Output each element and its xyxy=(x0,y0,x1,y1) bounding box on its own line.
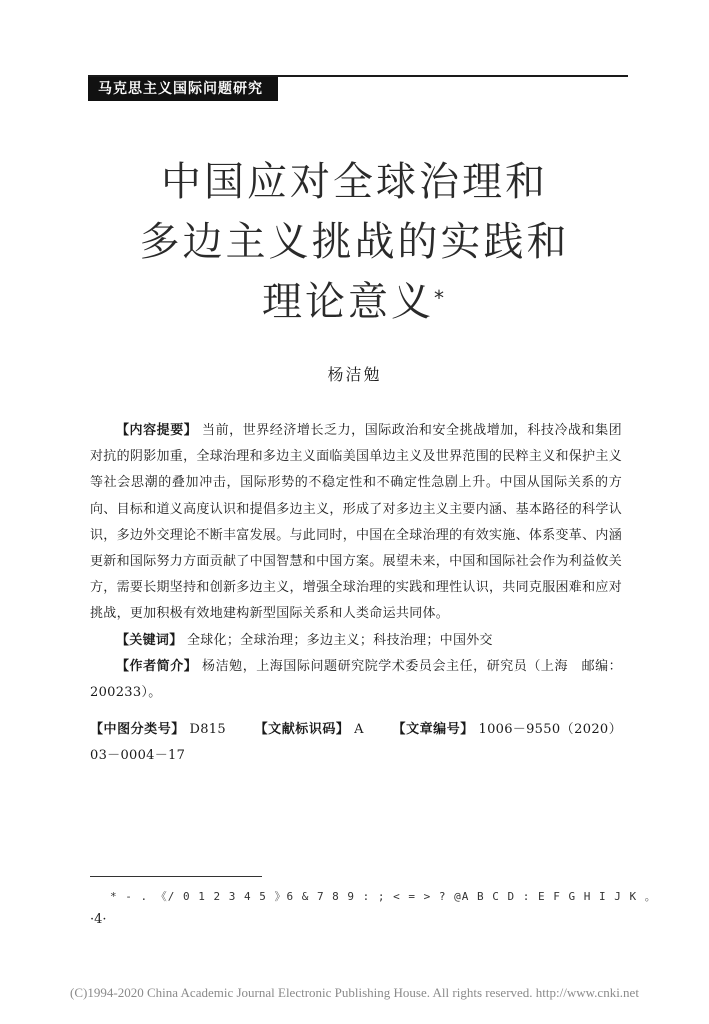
author-name: 杨洁勉 xyxy=(327,365,382,384)
clc-label: 【中图分类号】 xyxy=(90,722,185,737)
classification-row xyxy=(90,717,622,769)
title-line-3 xyxy=(0,272,709,332)
abstract-label: 【内容提要】 xyxy=(116,423,198,438)
keywords-paragraph xyxy=(90,628,622,654)
author-bio-paragraph xyxy=(90,654,622,706)
title-line-2: 多边主义挑战的实践和 xyxy=(139,219,570,265)
title-footnote-mark: * xyxy=(434,286,447,310)
article-title xyxy=(0,152,709,332)
author-bio-text: 杨洁勉，上海国际问题研究院学术委员会主任，研究员（上海 邮编：200233）。 xyxy=(90,658,622,701)
keywords-label: 【关键词】 xyxy=(116,632,183,648)
journal-header: 马克思主义国际问题研究 xyxy=(88,77,278,101)
title-line-1: 中国应对全球治理和 xyxy=(161,159,548,205)
title-line-3-text: 理论意义 xyxy=(262,279,434,325)
footnote-rule xyxy=(90,876,262,877)
article-no-label: 【文章编号】 xyxy=(392,722,474,737)
footnote-text: * - . 《/ 0 1 2 3 4 5 》6 & 7 8 9 : ; < = > ? @A B C D : E F G H I J K 。 xyxy=(110,890,657,903)
doc-code-label: 【文献标识码】 xyxy=(254,722,350,737)
clc-value: D815 xyxy=(189,722,226,737)
article-no-value: 1006－9550（2020）03－0004－17 xyxy=(90,722,623,763)
doc-code-value: A xyxy=(354,722,364,737)
abstract-text: 当前，世界经济增长乏力，国际政治和安全挑战增加，科技冷战和集团对抗的阴影加重，全球治理和多边主义面临美国单边主义及世界范围的民粹主义和保护主义等社会思潮的叠加冲击，国际形势的不稳定性和不确定性急剧上升。中国从国际关系的方向、目标和道义高度认识和提倡多边主义，形成了对多边主义主要内涵、基本路径的科学认识，多边外交理论不断丰富发展。与此同时，中国在全球治理的有效实施、体系变革、内涵更新和国际努力方面贡献了中国智慧和中国方案。展望未来，中国和国际社会作为利益攸关方，需要长期坚持和创新多边主义，增强全球治理的实践和理性认识，共同克服困难和应对挑战，更加积极有效地建构新型国际关系和人类命运共同体。 xyxy=(90,423,623,622)
page-number: ·4· xyxy=(90,912,107,927)
copyright-watermark: (C)1994-2020 China Academic Journal Electronic Publishing House. All rights reserved. http://www.cnki.net xyxy=(70,985,639,1000)
abstract-paragraph xyxy=(90,418,622,628)
keywords-text: 全球化；全球治理；多边主义；科技治理；中国外交 xyxy=(186,632,493,648)
author-bio-label: 【作者简介】 xyxy=(116,658,198,674)
abstract-block xyxy=(90,418,622,706)
